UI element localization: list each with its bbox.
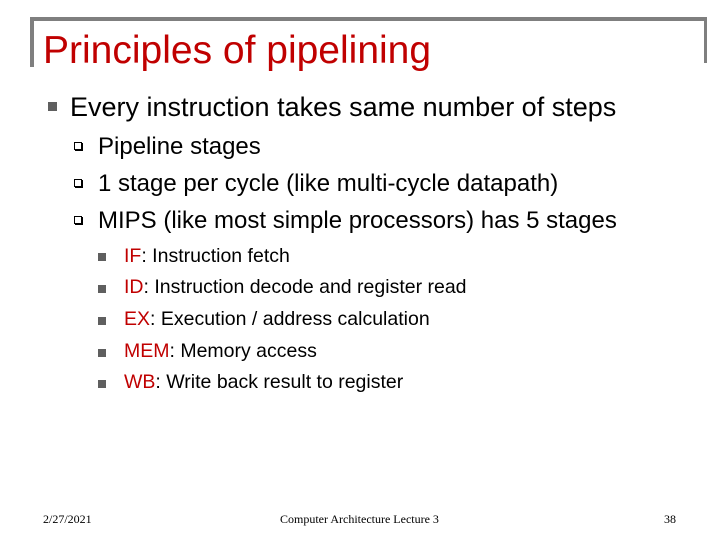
square-bullet-icon — [98, 380, 106, 388]
footer-date: 2/27/2021 — [43, 512, 92, 526]
square-bullet-icon — [98, 285, 106, 293]
stage-desc-ex: : Execution / address calculation — [150, 308, 430, 330]
stage-item-id — [124, 275, 467, 299]
hollow-square-bullet-icon — [74, 179, 82, 187]
stage-abbr-id: ID — [124, 276, 144, 298]
stage-abbr-ex: EX — [124, 308, 151, 330]
stage-item-mem — [124, 339, 317, 363]
stage-abbr-wb: WB — [124, 371, 156, 393]
main-point: Every instruction takes same number of steps — [70, 92, 617, 122]
stage-item-wb — [124, 370, 403, 394]
title-frame-right-border — [704, 17, 707, 63]
square-bullet-icon — [98, 317, 106, 325]
footer-page-number: 38 — [664, 512, 676, 526]
stage-desc-wb: : Write back result to register — [155, 371, 404, 393]
stage-item-if — [124, 244, 290, 268]
stage-item-ex — [124, 307, 430, 331]
square-bullet-icon — [98, 253, 106, 261]
sub-point-pipeline-stages: Pipeline stages — [98, 133, 261, 160]
stage-desc-if: : Instruction fetch — [141, 245, 290, 267]
footer-course: Computer Architecture Lecture 3 — [280, 512, 439, 526]
stage-desc-mem: : Memory access — [169, 340, 317, 362]
sub-point-mips-stages: MIPS (like most simple processors) has 5 stages — [98, 207, 617, 234]
stage-abbr-mem: MEM — [124, 340, 170, 362]
square-bullet-icon — [48, 102, 57, 111]
stage-desc-id: : Instruction decode and register read — [143, 276, 467, 298]
slide-title: Principles of pipelining — [43, 29, 432, 72]
stage-abbr-if: IF — [124, 245, 142, 267]
title-frame-left-border — [30, 17, 34, 67]
square-bullet-icon — [98, 349, 106, 357]
hollow-square-bullet-icon — [74, 142, 82, 150]
sub-point-stage-per-cycle: 1 stage per cycle (like multi-cycle datapath) — [98, 170, 559, 197]
hollow-square-bullet-icon — [74, 216, 82, 224]
title-frame-top-border — [30, 17, 706, 21]
